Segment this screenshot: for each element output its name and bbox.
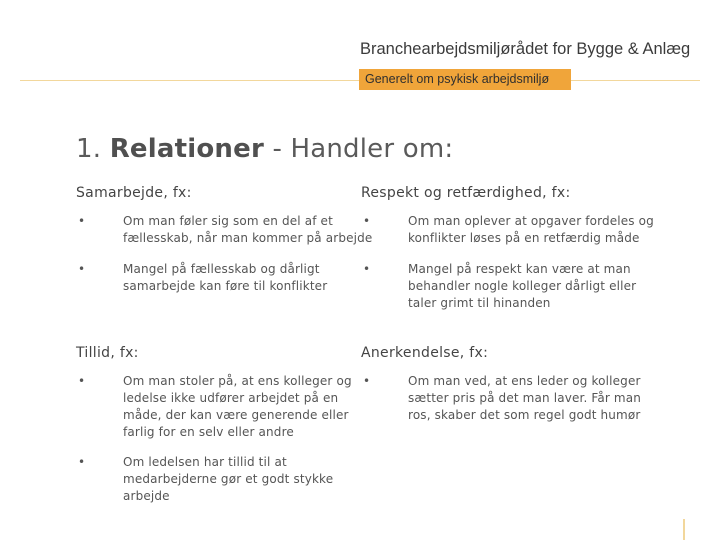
section-heading: Tillid, fx: <box>76 345 139 361</box>
bullet-item <box>76 261 376 295</box>
bullet-text: Om ledelsen har tillid til at medarbejderne gør et godt stykke arbejde <box>123 455 334 503</box>
bullet-icon: • <box>78 262 86 276</box>
bullet-icon: • <box>78 214 86 228</box>
section-samarbejde <box>76 185 376 295</box>
bullet-text: Om man ved, at ens leder og kolleger sætter pris på det man laver. Får man ros, skaber det som regel godt humør <box>408 374 642 422</box>
section-heading: Respekt og retfærdighed, fx: <box>361 185 571 201</box>
bullet-text: Mangel på fællesskab og dårligt samarbejde kan føre til konflikter <box>123 262 328 293</box>
bullet-item <box>76 454 376 505</box>
bullet-text: Om man oplever at opgaver fordeles og konflikter løses på en retfærdig måde <box>408 214 654 245</box>
organization-name: Branchearbejdsmiljørådet for Bygge & Anlæg <box>360 40 691 58</box>
section-anerkendelse <box>361 345 661 424</box>
bullet-icon: • <box>363 214 371 228</box>
bullet-item <box>361 373 661 424</box>
bullet-text: Om man stoler på, at ens kolleger og ledelse ikke udfører arbejdet på en måde, der kan være generende eller farlig for en selv eller andre <box>123 374 352 439</box>
bullet-item <box>76 373 376 441</box>
section-heading: Samarbejde, fx: <box>76 185 192 201</box>
topic-tag: Generelt om psykisk arbejdsmiljø <box>359 69 571 90</box>
bullet-icon: • <box>363 374 371 388</box>
corner-accent-bar <box>683 519 685 540</box>
bullet-item <box>361 261 661 312</box>
section-heading: Anerkendelse, fx: <box>361 345 489 361</box>
section-tillid <box>76 345 376 505</box>
section-respekt <box>361 185 661 312</box>
bullet-icon: • <box>78 374 86 388</box>
title-rest: - Handler om: <box>272 134 454 164</box>
bullet-item <box>361 213 661 247</box>
bullet-item <box>76 213 376 247</box>
bullet-icon: • <box>363 262 371 276</box>
slide-title <box>76 134 453 164</box>
title-strong: Relationer <box>109 134 264 164</box>
title-number: 1. <box>76 134 102 164</box>
bullet-icon: • <box>78 455 86 469</box>
bullet-text: Om man føler sig som en del af et fællesskab, når man kommer på arbejde <box>123 214 373 245</box>
bullet-text: Mangel på respekt kan være at man behandler nogle kolleger dårligt eller taler grimt til hinanden <box>408 262 637 310</box>
